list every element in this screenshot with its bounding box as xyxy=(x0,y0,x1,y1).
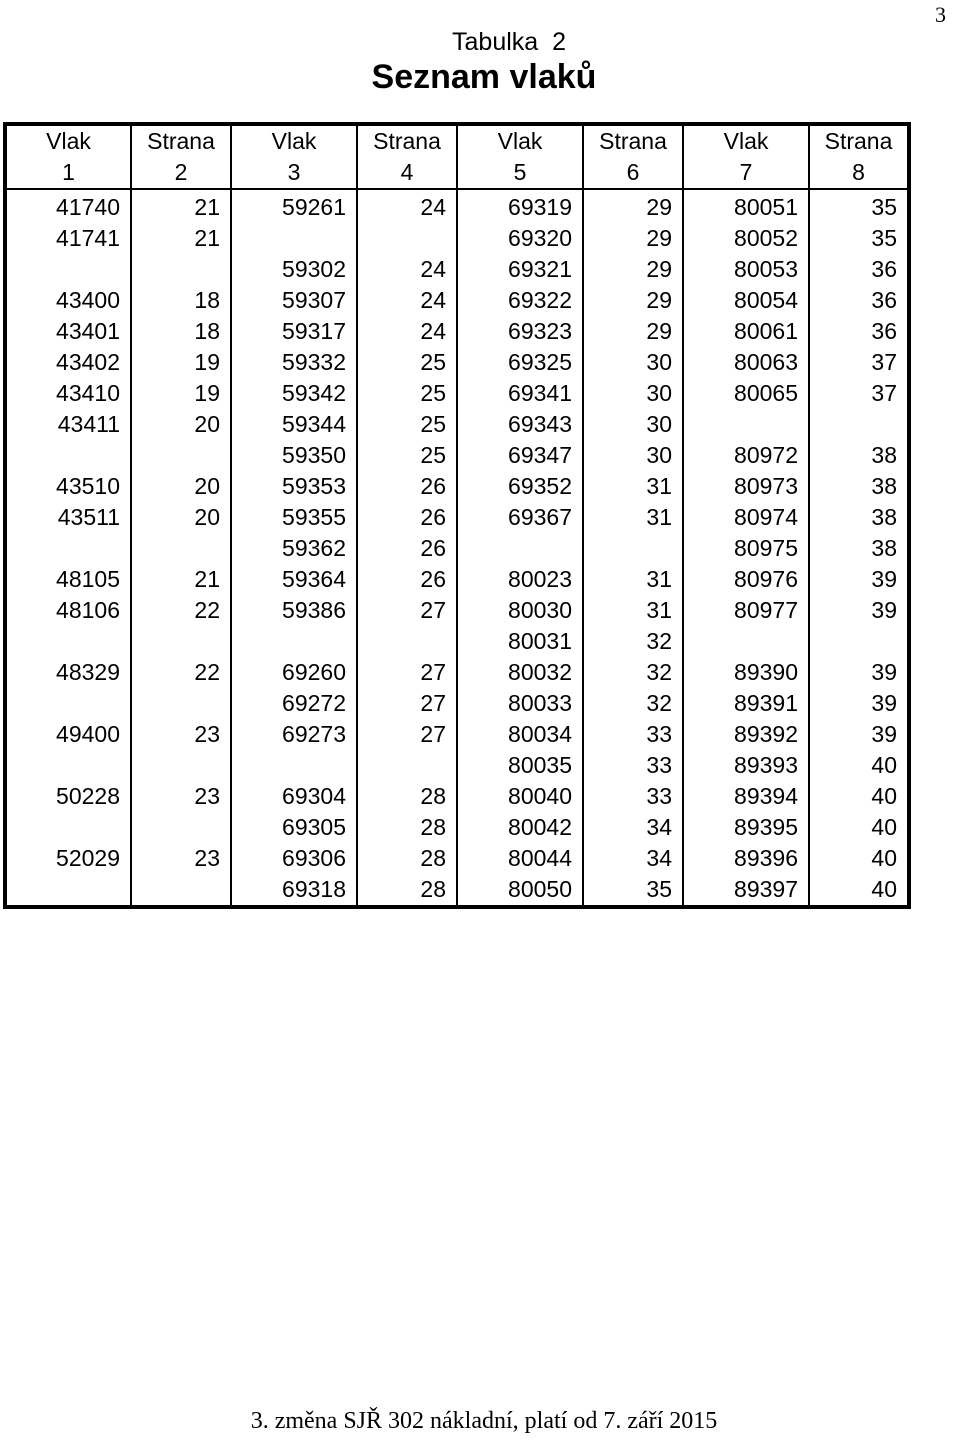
cell-vlak: 69273 xyxy=(231,719,357,750)
cell-strana: 25 xyxy=(357,409,457,440)
cell-vlak: 59261 xyxy=(231,189,357,223)
cell-strana: 34 xyxy=(583,812,683,843)
cell-strana: 30 xyxy=(583,347,683,378)
cell-strana: 31 xyxy=(583,502,683,533)
cell-strana: 39 xyxy=(809,719,909,750)
cell-strana: 35 xyxy=(809,189,909,223)
cell-strana: 36 xyxy=(809,316,909,347)
cell-vlak: 89393 xyxy=(683,750,809,781)
cell-strana: 28 xyxy=(357,843,457,874)
table-row xyxy=(5,347,909,378)
table-row xyxy=(5,781,909,812)
cell-strana: 20 xyxy=(131,502,231,533)
cell-vlak: 80972 xyxy=(683,440,809,471)
table-row xyxy=(5,254,909,285)
table-row xyxy=(5,533,909,564)
table-row xyxy=(5,502,909,533)
cell-vlak xyxy=(683,409,809,440)
cell-vlak: 43411 xyxy=(5,409,131,440)
cell-vlak xyxy=(683,626,809,657)
header-cell-vlak-3: Vlak xyxy=(231,124,357,157)
cell-strana: 24 xyxy=(357,285,457,316)
cell-strana: 25 xyxy=(357,378,457,409)
cell-vlak: 59332 xyxy=(231,347,357,378)
cell-strana: 18 xyxy=(131,285,231,316)
cell-vlak: 43510 xyxy=(5,471,131,502)
cell-vlak: 80035 xyxy=(457,750,583,781)
cell-strana: 25 xyxy=(357,347,457,378)
cell-strana: 27 xyxy=(357,688,457,719)
cell-strana: 21 xyxy=(131,564,231,595)
cell-strana: 36 xyxy=(809,285,909,316)
table-row xyxy=(5,316,909,347)
cell-strana: 40 xyxy=(809,843,909,874)
table-row xyxy=(5,189,909,223)
train-list-table xyxy=(3,122,911,909)
cell-strana: 39 xyxy=(809,564,909,595)
cell-strana: 23 xyxy=(131,781,231,812)
cell-strana xyxy=(357,750,457,781)
cell-vlak xyxy=(5,874,131,907)
cell-vlak: 43410 xyxy=(5,378,131,409)
cell-strana: 20 xyxy=(131,471,231,502)
table-row xyxy=(5,626,909,657)
cell-vlak: 80044 xyxy=(457,843,583,874)
cell-vlak: 41740 xyxy=(5,189,131,223)
cell-strana: 25 xyxy=(357,440,457,471)
cell-vlak: 59350 xyxy=(231,440,357,471)
cell-strana: 38 xyxy=(809,471,909,502)
cell-strana: 38 xyxy=(809,440,909,471)
column-number: 1 xyxy=(5,157,131,189)
cell-strana: 26 xyxy=(357,502,457,533)
table-row xyxy=(5,440,909,471)
column-number: 6 xyxy=(583,157,683,189)
cell-strana xyxy=(131,688,231,719)
cell-vlak: 59353 xyxy=(231,471,357,502)
cell-vlak: 69347 xyxy=(457,440,583,471)
cell-vlak: 69325 xyxy=(457,347,583,378)
column-number-row xyxy=(5,157,909,189)
cell-vlak: 43402 xyxy=(5,347,131,378)
cell-vlak xyxy=(5,688,131,719)
cell-strana: 35 xyxy=(809,223,909,254)
cell-strana: 40 xyxy=(809,750,909,781)
cell-vlak: 80054 xyxy=(683,285,809,316)
table-row xyxy=(5,812,909,843)
cell-vlak: 80053 xyxy=(683,254,809,285)
cell-strana: 30 xyxy=(583,440,683,471)
cell-vlak: 69323 xyxy=(457,316,583,347)
cell-vlak: 89392 xyxy=(683,719,809,750)
column-number: 3 xyxy=(231,157,357,189)
cell-vlak: 59386 xyxy=(231,595,357,626)
cell-vlak: 80975 xyxy=(683,533,809,564)
cell-vlak: 59307 xyxy=(231,285,357,316)
cell-vlak: 80974 xyxy=(683,502,809,533)
column-number: 5 xyxy=(457,157,583,189)
cell-strana: 28 xyxy=(357,812,457,843)
cell-strana: 31 xyxy=(583,564,683,595)
cell-vlak: 80040 xyxy=(457,781,583,812)
column-number: 4 xyxy=(357,157,457,189)
cell-vlak: 59344 xyxy=(231,409,357,440)
table-row xyxy=(5,843,909,874)
cell-vlak: 52029 xyxy=(5,843,131,874)
cell-vlak xyxy=(457,533,583,564)
cell-vlak: 80033 xyxy=(457,688,583,719)
table-row xyxy=(5,378,909,409)
cell-vlak: 48329 xyxy=(5,657,131,688)
table-row xyxy=(5,688,909,719)
cell-strana: 40 xyxy=(809,781,909,812)
cell-strana: 40 xyxy=(809,812,909,843)
cell-strana: 27 xyxy=(357,657,457,688)
cell-strana: 30 xyxy=(583,409,683,440)
cell-strana: 39 xyxy=(809,688,909,719)
cell-vlak: 69341 xyxy=(457,378,583,409)
cell-strana: 29 xyxy=(583,285,683,316)
cell-strana xyxy=(131,533,231,564)
cell-strana: 32 xyxy=(583,657,683,688)
cell-vlak: 43401 xyxy=(5,316,131,347)
cell-vlak: 89395 xyxy=(683,812,809,843)
cell-vlak xyxy=(231,626,357,657)
cell-vlak: 69305 xyxy=(231,812,357,843)
cell-vlak xyxy=(5,626,131,657)
table-row xyxy=(5,223,909,254)
table-row xyxy=(5,719,909,750)
cell-vlak: 80034 xyxy=(457,719,583,750)
cell-strana: 32 xyxy=(583,688,683,719)
table-row xyxy=(5,874,909,907)
cell-strana: 29 xyxy=(583,189,683,223)
cell-strana xyxy=(131,254,231,285)
cell-vlak: 89390 xyxy=(683,657,809,688)
cell-vlak: 80051 xyxy=(683,189,809,223)
cell-vlak: 80031 xyxy=(457,626,583,657)
cell-vlak: 69352 xyxy=(457,471,583,502)
cell-strana: 22 xyxy=(131,595,231,626)
cell-strana: 28 xyxy=(357,781,457,812)
header-cell-strana-4: Strana xyxy=(357,124,457,157)
cell-vlak: 80061 xyxy=(683,316,809,347)
cell-strana: 31 xyxy=(583,595,683,626)
cell-strana: 34 xyxy=(583,843,683,874)
table-label xyxy=(0,28,960,57)
cell-strana xyxy=(357,626,457,657)
cell-strana xyxy=(583,533,683,564)
cell-vlak: 80030 xyxy=(457,595,583,626)
footer-text: 3. změna SJŘ 302 nákladní, platí od 7. září 2015 xyxy=(250,1408,718,1434)
cell-vlak: 80973 xyxy=(683,471,809,502)
cell-strana: 35 xyxy=(583,874,683,907)
cell-strana xyxy=(131,874,231,907)
cell-strana: 19 xyxy=(131,347,231,378)
cell-vlak: 80050 xyxy=(457,874,583,907)
cell-vlak xyxy=(5,812,131,843)
cell-strana xyxy=(131,812,231,843)
cell-strana: 33 xyxy=(583,750,683,781)
cell-vlak: 69272 xyxy=(231,688,357,719)
cell-strana: 37 xyxy=(809,347,909,378)
cell-strana: 27 xyxy=(357,595,457,626)
cell-strana: 19 xyxy=(131,378,231,409)
cell-vlak: 69321 xyxy=(457,254,583,285)
cell-vlak xyxy=(231,750,357,781)
cell-strana xyxy=(131,440,231,471)
cell-vlak xyxy=(5,750,131,781)
cell-vlak xyxy=(5,533,131,564)
cell-strana: 30 xyxy=(583,378,683,409)
cell-vlak: 80052 xyxy=(683,223,809,254)
cell-strana: 29 xyxy=(583,254,683,285)
cell-strana: 20 xyxy=(131,409,231,440)
cell-vlak: 69320 xyxy=(457,223,583,254)
cell-strana: 23 xyxy=(131,719,231,750)
cell-strana: 26 xyxy=(357,564,457,595)
cell-strana: 24 xyxy=(357,316,457,347)
cell-vlak: 49400 xyxy=(5,719,131,750)
cell-strana: 23 xyxy=(131,843,231,874)
cell-strana: 29 xyxy=(583,316,683,347)
table-row xyxy=(5,657,909,688)
column-number: 7 xyxy=(683,157,809,189)
cell-vlak: 41741 xyxy=(5,223,131,254)
cell-vlak: 59355 xyxy=(231,502,357,533)
cell-vlak: 59342 xyxy=(231,378,357,409)
cell-strana: 40 xyxy=(809,874,909,907)
cell-vlak: 69318 xyxy=(231,874,357,907)
header-cell-vlak-5: Vlak xyxy=(457,124,583,157)
cell-strana: 18 xyxy=(131,316,231,347)
table-row xyxy=(5,471,909,502)
cell-strana: 21 xyxy=(131,189,231,223)
cell-vlak: 80063 xyxy=(683,347,809,378)
cell-vlak: 80065 xyxy=(683,378,809,409)
table-row xyxy=(5,564,909,595)
cell-strana xyxy=(357,223,457,254)
cell-vlak: 48105 xyxy=(5,564,131,595)
cell-strana: 38 xyxy=(809,502,909,533)
cell-vlak: 80042 xyxy=(457,812,583,843)
cell-vlak: 59302 xyxy=(231,254,357,285)
cell-vlak: 89394 xyxy=(683,781,809,812)
cell-strana: 28 xyxy=(357,874,457,907)
table-row xyxy=(5,409,909,440)
cell-vlak: 69306 xyxy=(231,843,357,874)
cell-vlak xyxy=(231,223,357,254)
cell-vlak: 59364 xyxy=(231,564,357,595)
cell-vlak: 80976 xyxy=(683,564,809,595)
cell-vlak: 89396 xyxy=(683,843,809,874)
cell-vlak: 89391 xyxy=(683,688,809,719)
table-label-text: Tabulka 2 xyxy=(452,28,566,56)
header-cell-strana-6: Strana xyxy=(583,124,683,157)
column-number: 2 xyxy=(131,157,231,189)
header-cell-strana-2: Strana xyxy=(131,124,231,157)
header-row xyxy=(5,124,909,157)
cell-vlak: 69343 xyxy=(457,409,583,440)
cell-strana: 33 xyxy=(583,781,683,812)
cell-vlak: 69260 xyxy=(231,657,357,688)
cell-strana: 39 xyxy=(809,595,909,626)
cell-vlak: 69304 xyxy=(231,781,357,812)
cell-vlak: 43400 xyxy=(5,285,131,316)
cell-strana: 24 xyxy=(357,189,457,223)
cell-strana: 26 xyxy=(357,471,457,502)
cell-vlak: 48106 xyxy=(5,595,131,626)
cell-vlak: 69367 xyxy=(457,502,583,533)
cell-vlak: 80977 xyxy=(683,595,809,626)
table-row xyxy=(5,750,909,781)
header-cell-strana-8: Strana xyxy=(809,124,909,157)
cell-vlak: 80032 xyxy=(457,657,583,688)
cell-strana xyxy=(131,626,231,657)
table-row xyxy=(5,285,909,316)
table-body xyxy=(5,189,909,907)
cell-strana: 21 xyxy=(131,223,231,254)
header-cell-vlak-1: Vlak xyxy=(5,124,131,157)
cell-vlak: 59362 xyxy=(231,533,357,564)
cell-strana: 39 xyxy=(809,657,909,688)
cell-strana: 33 xyxy=(583,719,683,750)
cell-strana: 29 xyxy=(583,223,683,254)
page-title-text: Seznam vlaků xyxy=(371,58,597,96)
cell-strana xyxy=(809,626,909,657)
cell-strana xyxy=(809,409,909,440)
cell-vlak: 69322 xyxy=(457,285,583,316)
cell-vlak xyxy=(5,440,131,471)
cell-strana: 24 xyxy=(357,254,457,285)
cell-vlak: 50228 xyxy=(5,781,131,812)
cell-vlak: 69319 xyxy=(457,189,583,223)
cell-strana: 36 xyxy=(809,254,909,285)
column-number: 8 xyxy=(809,157,909,189)
cell-vlak: 89397 xyxy=(683,874,809,907)
cell-strana: 38 xyxy=(809,533,909,564)
header-cell-vlak-7: Vlak xyxy=(683,124,809,157)
cell-vlak: 80023 xyxy=(457,564,583,595)
cell-strana: 32 xyxy=(583,626,683,657)
page-title xyxy=(0,58,960,97)
cell-vlak: 59317 xyxy=(231,316,357,347)
cell-strana: 27 xyxy=(357,719,457,750)
cell-strana: 22 xyxy=(131,657,231,688)
cell-strana: 31 xyxy=(583,471,683,502)
cell-strana: 26 xyxy=(357,533,457,564)
page-number: 3 xyxy=(935,2,946,27)
cell-strana xyxy=(131,750,231,781)
cell-strana: 37 xyxy=(809,378,909,409)
footer xyxy=(0,1408,960,1435)
cell-vlak: 43511 xyxy=(5,502,131,533)
cell-vlak xyxy=(5,254,131,285)
table-row xyxy=(5,595,909,626)
